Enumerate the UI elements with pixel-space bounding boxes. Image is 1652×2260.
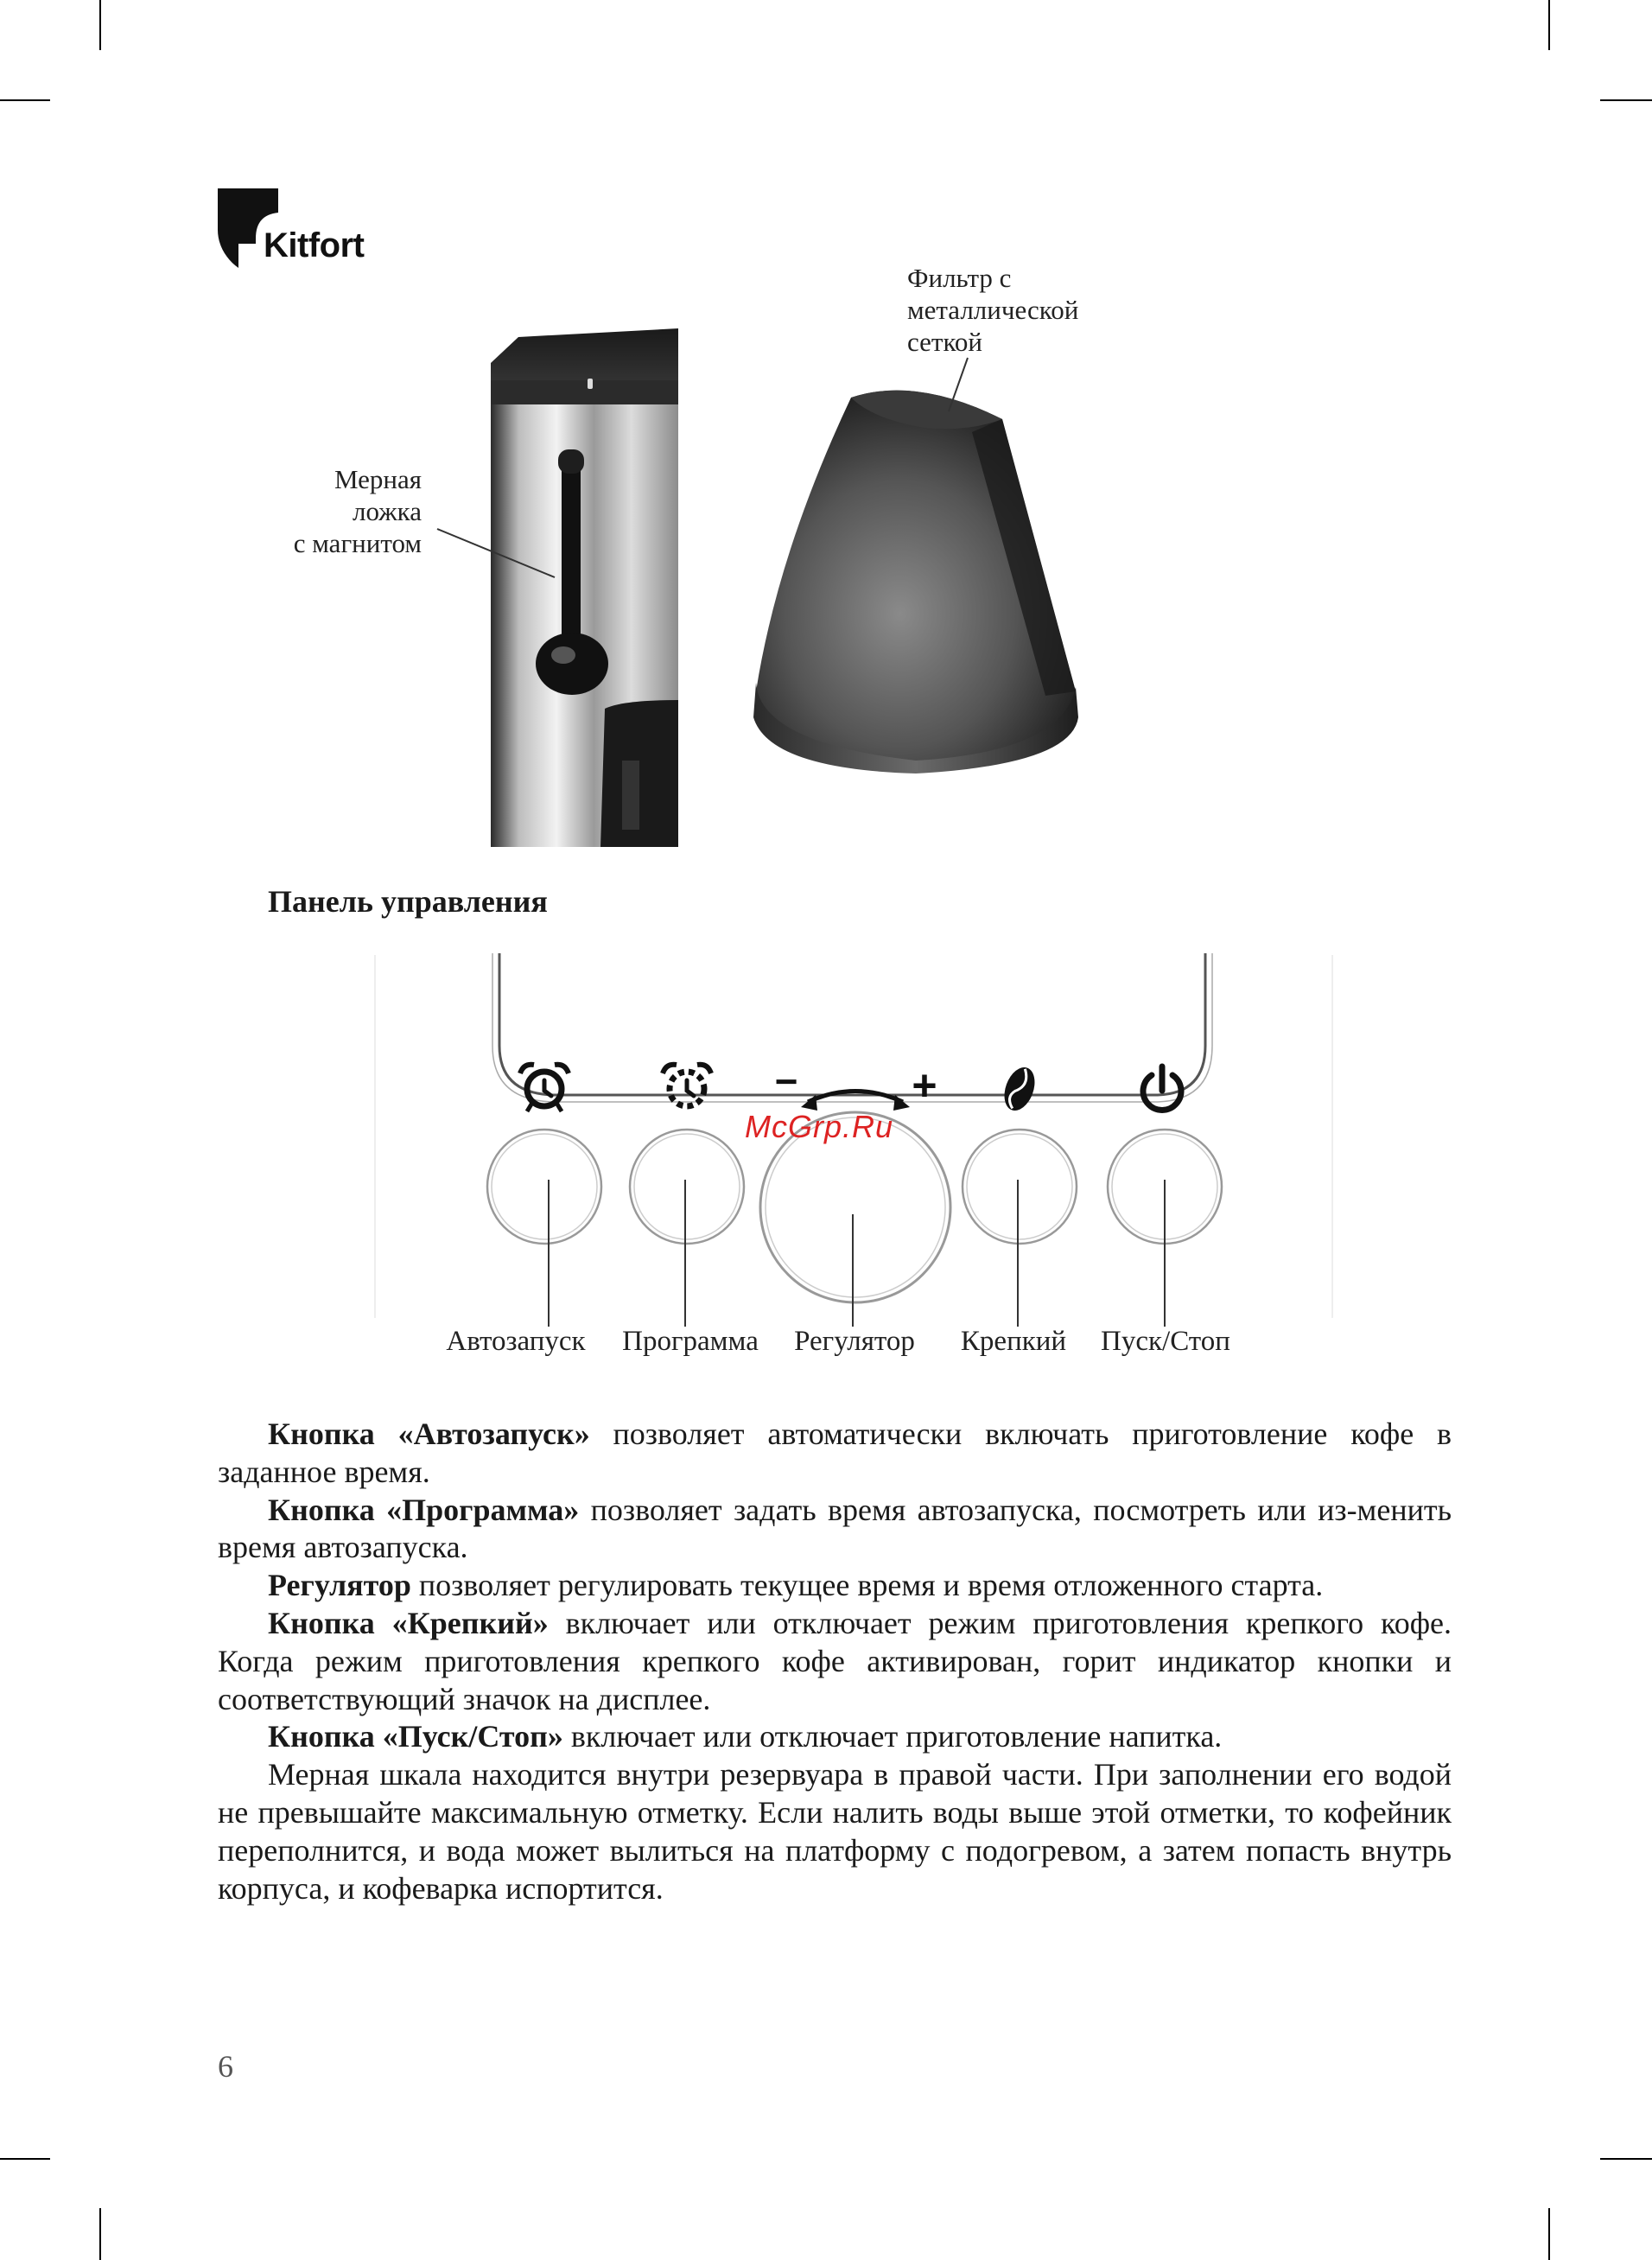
button-autostart[interactable]: [487, 1130, 601, 1327]
brand-name: Kitfort: [264, 226, 365, 264]
filter-photo: [752, 380, 1089, 778]
paragraph-bold: Кнопка «Пуск/Стоп»: [268, 1719, 563, 1754]
label-strong: Крепкий: [960, 1326, 1067, 1357]
paragraph: [218, 1416, 1452, 1492]
section-title: Панель управления: [268, 884, 548, 919]
minus-sign: −: [774, 1059, 798, 1104]
callout-line: Фильтр с: [907, 263, 1012, 293]
crop-mark: [99, 0, 101, 50]
button-start-stop[interactable]: [1108, 1130, 1222, 1327]
paragraph: [218, 1567, 1452, 1605]
label-regulator: Регулятор: [794, 1326, 915, 1357]
callout-line: Мерная: [334, 464, 422, 494]
paragraph-bold: Кнопка «Автозапуск»: [268, 1416, 590, 1451]
crop-mark: [1548, 0, 1550, 50]
button-strong[interactable]: [963, 1130, 1077, 1327]
paragraph: [218, 1492, 1452, 1568]
callout-leader-spoon: [432, 519, 562, 588]
callout-line: металлической: [907, 295, 1079, 325]
coffee-bean-icon: [999, 1063, 1040, 1115]
label-start-stop: Пуск/Стоп: [1101, 1326, 1230, 1357]
crop-mark: [1600, 2158, 1652, 2160]
description-text: [218, 1416, 1452, 1907]
label-autostart: Автозапуск: [446, 1326, 586, 1357]
crop-mark: [1600, 99, 1652, 101]
callout-line: сеткой: [907, 327, 983, 357]
callout-filter: [907, 262, 1149, 358]
callout-spoon: [242, 463, 422, 559]
callout-line: ложка: [353, 496, 422, 526]
alarm-clock-icon: [520, 1065, 569, 1111]
paragraph-text: позволяет регулировать текущее время и время отложенного старта.: [410, 1568, 1324, 1603]
paragraph-text: Мерная шкала находится внутри резервуара в правой части. При заполнении его водой не превышайте максимальную отметку. Если налить воды выше этой отметки, то кофейник переполнится, и вода может вылиться на платформу с подогревом, а затем попасть внутрь корпуса, и кофеварка испортится.: [218, 1757, 1452, 1906]
measuring-spoon-photo: [484, 328, 678, 847]
paragraph-text: включает или отключает приготовление напитка.: [562, 1719, 1223, 1754]
paragraph-bold: Кнопка «Крепкий»: [268, 1605, 549, 1640]
callout-line: с магнитом: [293, 528, 422, 558]
dotted-alarm-clock-icon: [663, 1065, 711, 1106]
paragraph-bold: Кнопка «Программа»: [268, 1492, 580, 1527]
paragraph-text: позволяет задать время автозапуска, посмотреть или из-менить время автозапуска.: [218, 1492, 1452, 1565]
paragraph: [218, 1718, 1452, 1756]
paragraph-text: включает или отключает режим приготовления крепкого кофе. Когда режим приготовления крепкого кофе активирован, горит индикатор кнопки и соответствующий значок на дисплее.: [218, 1605, 1452, 1716]
power-icon: [1143, 1066, 1181, 1110]
button-program[interactable]: [630, 1130, 744, 1327]
paragraph-text: позволяет автоматически включать приготовление кофе в заданное время.: [218, 1416, 1452, 1489]
callout-leader-filter: [942, 354, 976, 415]
crop-mark: [0, 99, 50, 101]
label-program: Программа: [622, 1326, 759, 1357]
paragraph: [218, 1605, 1452, 1718]
watermark: McGrp.Ru: [745, 1109, 894, 1144]
page-number: 6: [218, 2049, 233, 2084]
plus-sign: +: [912, 1061, 937, 1110]
paragraph: [218, 1756, 1452, 1907]
paragraph-bold: Регулятор: [268, 1568, 411, 1603]
brand-logo: [218, 188, 391, 275]
crop-mark: [99, 2208, 101, 2260]
crop-mark: [0, 2158, 50, 2160]
crop-mark: [1548, 2208, 1550, 2260]
